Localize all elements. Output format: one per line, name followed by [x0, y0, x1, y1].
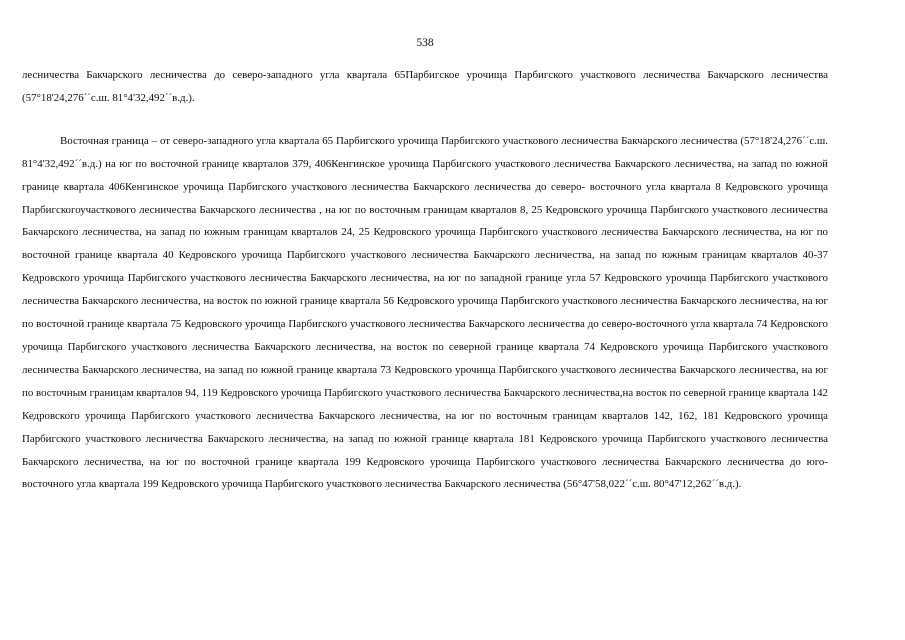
paragraph-gap	[22, 110, 828, 130]
paragraph-continuation: лесничества Бакчарского лесничества до северо-западного угла квартала 65Парбигское урочища Парбигского участкового лесничества Бакчарского лесничества (57°18'24,276´´с.ш. 81°4'32,492´´в.д.).	[22, 69, 828, 104]
document-body	[22, 64, 828, 496]
page-number: 538	[416, 37, 434, 49]
paragraph-eastern-border: Восточная граница – от северо-западного угла квартала 65 Парбигского урочища Парбигского участкового лесничества Бакчарского лесничества (57°18'24,276´´с.ш. 81°4'32,492´´в.д.) на юг по восточной границе кварталов 379, 406Кенгинское урочища Парбигского участкового лесничества Бакчарского лесничества, на запад по южной границе квартала 406Кенгинское урочища Парбигского участкового лесничества Бакчарского лесничества до северо- восточного угла квартала 8 Кедровского урочища Парбигскогоучасткового лесничества Бакчарского лесничества , на юг по восточным границам кварталов 8, 25 Кедровского урочища Парбигского участкового лесничества Бакчарского лесничества, на запад по южным границам кварталов 24, 25 Кедровского урочища Парбигского участкового лесничества Бакчарского лесничества, на юг по восточной границе квартала 40 Кедровского урочища Парбигского участкового лесничества Бакчарского лесничества, на запад по южным границам кварталов 40-37 Кедровского урочища Парбигского участкового лесничества Бакчарского лесничества, на юг по западной границе угла 57 Кедровского урочища Парбигского участкового лесничества Бакчарского лесничества, на восток по южной границе квартала 56 Кедровского урочища Парбигского участкового лесничества Бакчарского лесничества, на юг по восточной границе квартала 75 Кедровского урочища Парбигского участкового лесничества Бакчарского лесничества до северо-восточного угла квартала 74 Кедровского урочища Парбигского участкового лесничества Бакчарского лесничества, на восток по северной границе квартала 74 Кедровского урочища Парбигского участкового лесничества Бакчарского лесничества, на запад по южной границе квартала 73 Кедровского урочища Парбигского участкового лесничества Бакчарского лесничества, на юг по восточным границам кварталов 94, 119 Кедровского урочища Парбигского участкового лесничества Бакчарского лесничества,на восток по северной границе квартала 142 Кедровского урочища Парбигского участкового лесничества Бакчарского лесничества, на юг по восточным границам кварталов 142, 162, 181 Кедровского урочища Парбигского участкового лесничества Бакчарского лесничества, на запад по южной границе квартала 181 Кедровского урочища Парбигского участкового лесничества Бакчарского лесничества, на юг по восточной границе квартала 199 Кедровского урочища Парбигского участкового лесничества Бакчарского лесничества до юго-восточного угла квартала 199 Кедровского урочища Парбигского участкового лесничества Бакчарского лесничества (56°47'58,022´´с.ш. 80°47'12,262´´в.д.).	[22, 134, 828, 491]
